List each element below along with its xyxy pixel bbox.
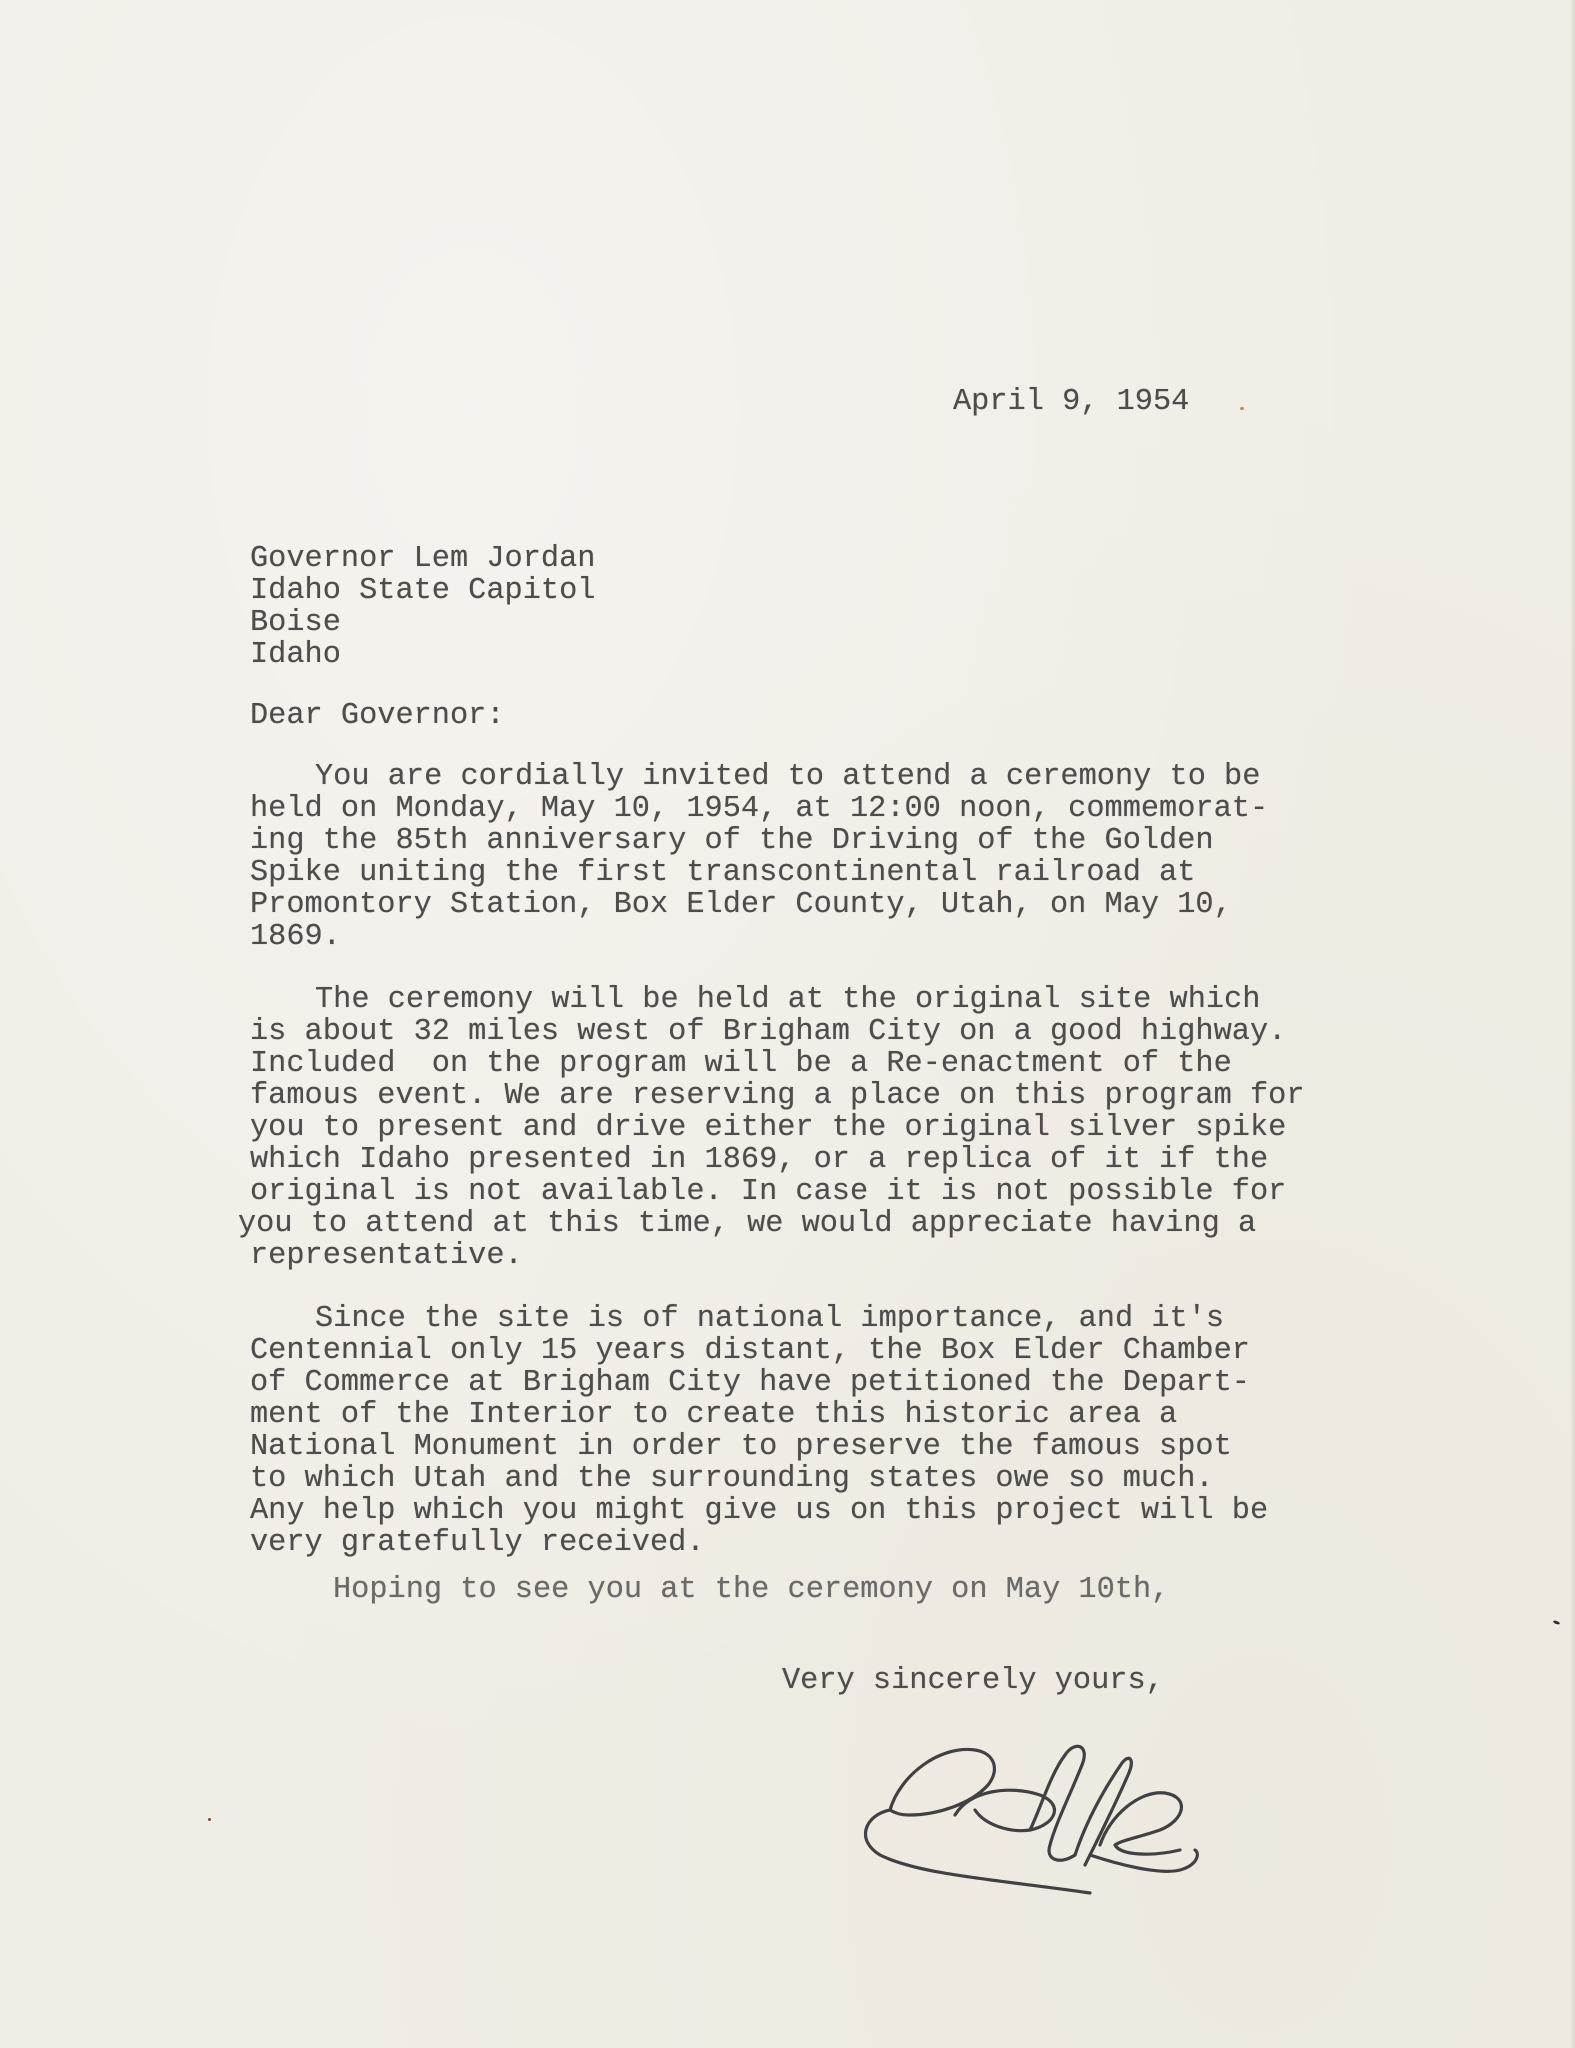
body-line: 1869.	[250, 920, 341, 954]
body-line: Since the site is of national importance, and it's	[315, 1302, 1225, 1336]
recipient-line: Idaho State Capitol	[250, 574, 596, 608]
body-line: Hoping to see you at the ceremony on May 10th,	[333, 1573, 1170, 1607]
body-line: to which Utah and the surrounding states owe so much.	[250, 1462, 1214, 1496]
body-line: Included on the program will be a Re-enactment of the	[250, 1047, 1232, 1081]
body-line: representative.	[250, 1239, 523, 1273]
closing: Very sincerely yours,	[782, 1664, 1164, 1698]
recipient-line: Idaho	[250, 638, 341, 672]
body-line: which Idaho presented in 1869, or a replica of it if the	[250, 1143, 1269, 1177]
body-line: original is not available. In case it is not possible for	[250, 1175, 1287, 1209]
body-line: very gratefully received.	[250, 1526, 705, 1560]
body-line: you to present and drive either the original silver spike	[250, 1111, 1287, 1145]
recipient-line: Boise	[250, 606, 341, 640]
body-line: Promontory Station, Box Elder County, Utah, on May 10,	[250, 888, 1232, 922]
paper-speck	[1240, 407, 1244, 410]
body-line: is about 32 miles west of Brigham City on a good highway.	[250, 1015, 1287, 1049]
signature-icon	[860, 1715, 1260, 1895]
body-line: held on Monday, May 10, 1954, at 12:00 noon, commemorat-	[250, 792, 1269, 826]
body-line: of Commerce at Brigham City have petitioned the Depart-	[250, 1366, 1250, 1400]
body-line: ing the 85th anniversary of the Driving of the Golden	[250, 824, 1214, 858]
recipient-line: Governor Lem Jordan	[250, 542, 596, 576]
body-line: ment of the Interior to create this historic area a	[250, 1398, 1178, 1432]
body-line: Any help which you might give us on this project will be	[250, 1494, 1269, 1528]
body-line: National Monument in order to preserve the famous spot	[250, 1430, 1232, 1464]
body-line: Centennial only 15 years distant, the Box Elder Chamber	[250, 1334, 1250, 1368]
letter-date: April 9, 1954	[953, 385, 1190, 419]
paper-speck	[208, 1818, 211, 1821]
body-line: famous event. We are reserving a place on this program for	[250, 1079, 1305, 1113]
salutation: Dear Governor:	[250, 699, 505, 733]
body-line: Spike uniting the first transcontinental railroad at	[250, 856, 1196, 890]
body-line: You are cordially invited to attend a ceremony to be	[315, 760, 1261, 794]
body-line: The ceremony will be held at the original site which	[315, 983, 1261, 1017]
body-line: you to attend at this time, we would appreciate having a	[238, 1207, 1257, 1241]
paper-edge	[1571, 0, 1575, 2048]
